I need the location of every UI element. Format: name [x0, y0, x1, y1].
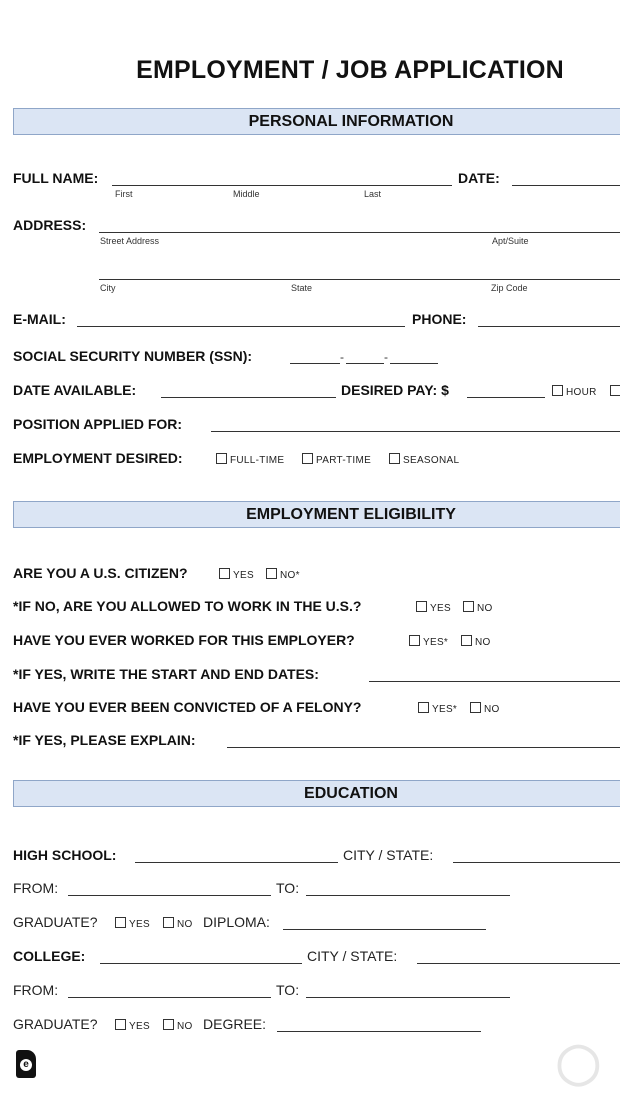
checkbox-icon: [470, 702, 481, 713]
desired-pay-field[interactable]: [467, 397, 545, 398]
ssn-field-2[interactable]: [346, 363, 384, 364]
street-caption: Street Address: [100, 236, 160, 246]
high-school-label: HIGH SCHOOL:: [13, 847, 117, 863]
hour-option[interactable]: HOUR: [552, 385, 597, 398]
seasonal-option[interactable]: SEASONAL: [389, 453, 459, 466]
phone-field[interactable]: [478, 326, 620, 327]
checkbox-icon: [302, 453, 313, 464]
college-graduate-yes[interactable]: YES: [115, 1019, 150, 1032]
checkbox-icon: [219, 568, 230, 579]
citizen-question: ARE YOU A U.S. CITIZEN?: [13, 565, 188, 581]
high-school-to-label: TO:: [276, 880, 300, 896]
worked-question: HAVE YOU EVER WORKED FOR THIS EMPLOYER?: [13, 632, 355, 648]
high-school-from-label: FROM:: [13, 880, 59, 896]
zip-caption: Zip Code: [491, 283, 528, 293]
worked-yes-option[interactable]: YES*: [409, 635, 448, 648]
full-time-option[interactable]: FULL-TIME: [216, 453, 284, 466]
citizen-yes-option[interactable]: YES: [219, 568, 254, 581]
checkbox-icon: [216, 453, 227, 464]
section-header-education: EDUCATION: [13, 780, 620, 807]
college-field[interactable]: [100, 963, 302, 964]
high-school-graduate-yes[interactable]: YES: [115, 917, 150, 930]
worked-no-option[interactable]: NO: [461, 635, 491, 648]
email-field[interactable]: [77, 326, 405, 327]
city-state-zip-field[interactable]: [99, 279, 620, 280]
felony-question: HAVE YOU EVER BEEN CONVICTED OF A FELONY?: [13, 699, 362, 715]
high-school-graduate-no[interactable]: NO: [163, 917, 193, 930]
checkbox-icon: [610, 385, 620, 396]
felony-yes-option[interactable]: YES*: [418, 702, 457, 715]
checkbox-icon: [552, 385, 563, 396]
date-available-label: DATE AVAILABLE:: [13, 382, 137, 398]
college-graduate-label: GRADUATE?: [13, 1016, 98, 1032]
middle-caption: Middle: [233, 189, 260, 199]
allowed-question: *IF NO, ARE YOU ALLOWED TO WORK IN THE U.S.?: [13, 598, 362, 614]
checkbox-icon: [463, 601, 474, 612]
diploma-label: DIPLOMA:: [203, 914, 270, 930]
first-caption: First: [115, 189, 133, 199]
last-caption: Last: [364, 189, 382, 199]
apt-caption: Apt/Suite: [492, 236, 529, 246]
full-name-label: FULL NAME:: [13, 170, 99, 186]
checkbox-icon: [115, 917, 126, 928]
college-city-state-field[interactable]: [417, 963, 620, 964]
high-school-field[interactable]: [135, 862, 338, 863]
checkbox-icon: [461, 635, 472, 646]
checkbox-icon: [266, 568, 277, 579]
period-option[interactable]: [610, 385, 620, 398]
checkbox-icon: [416, 601, 427, 612]
part-time-option[interactable]: PART-TIME: [302, 453, 371, 466]
high-school-city-state-field[interactable]: [453, 862, 620, 863]
checkbox-icon: [163, 1019, 174, 1030]
date-field[interactable]: [512, 185, 620, 186]
street-address-field[interactable]: [99, 232, 620, 233]
degree-label: DEGREE:: [203, 1016, 267, 1032]
high-school-from-field[interactable]: [68, 895, 271, 896]
citizen-no-option[interactable]: NO*: [266, 568, 300, 581]
position-field[interactable]: [211, 431, 620, 432]
ssn-separator: -: [340, 350, 344, 364]
high-school-to-field[interactable]: [306, 895, 510, 896]
college-from-field[interactable]: [68, 997, 271, 998]
checkbox-icon: [409, 635, 420, 646]
address-label: ADDRESS:: [13, 217, 87, 233]
high-school-city-state-label: CITY / STATE:: [343, 847, 434, 863]
ssn-field-3[interactable]: [390, 363, 438, 364]
section-header-personal: PERSONAL INFORMATION: [13, 108, 620, 135]
checkbox-icon: [389, 453, 400, 464]
full-name-field[interactable]: [112, 185, 452, 186]
dates-question: *IF YES, WRITE THE START AND END DATES:: [13, 666, 319, 682]
employment-desired-label: EMPLOYMENT DESIRED:: [13, 450, 183, 466]
document-logo-icon: e: [16, 1050, 36, 1078]
start-end-dates-field[interactable]: [369, 681, 620, 682]
watermark-icon: ◯: [556, 1041, 601, 1085]
degree-field[interactable]: [277, 1031, 481, 1032]
diploma-field[interactable]: [283, 929, 486, 930]
checkbox-icon: [418, 702, 429, 713]
city-caption: City: [100, 283, 116, 293]
date-label: DATE:: [458, 170, 500, 186]
ssn-label: SOCIAL SECURITY NUMBER (SSN):: [13, 348, 253, 364]
allowed-yes-option[interactable]: YES: [416, 601, 451, 614]
college-to-label: TO:: [276, 982, 300, 998]
ssn-separator: -: [384, 350, 388, 364]
date-available-field[interactable]: [161, 397, 336, 398]
college-city-state-label: CITY / STATE:: [307, 948, 398, 964]
page-title: EMPLOYMENT / JOB APPLICATION: [136, 56, 564, 84]
checkbox-icon: [163, 917, 174, 928]
state-caption: State: [291, 283, 313, 293]
explain-question: *IF YES, PLEASE EXPLAIN:: [13, 732, 196, 748]
high-school-graduate-label: GRADUATE?: [13, 914, 98, 930]
college-to-field[interactable]: [306, 997, 510, 998]
section-header-eligibility: EMPLOYMENT ELIGIBILITY: [13, 501, 620, 528]
college-from-label: FROM:: [13, 982, 59, 998]
college-graduate-no[interactable]: NO: [163, 1019, 193, 1032]
desired-pay-label: DESIRED PAY: $: [341, 382, 449, 398]
explain-field[interactable]: [227, 747, 620, 748]
felony-no-option[interactable]: NO: [470, 702, 500, 715]
email-label: E-MAIL:: [13, 311, 66, 327]
position-label: POSITION APPLIED FOR:: [13, 416, 183, 432]
checkbox-icon: [115, 1019, 126, 1030]
phone-label: PHONE:: [412, 311, 467, 327]
college-label: COLLEGE:: [13, 948, 86, 964]
allowed-no-option[interactable]: NO: [463, 601, 493, 614]
ssn-field-1[interactable]: [290, 363, 340, 364]
